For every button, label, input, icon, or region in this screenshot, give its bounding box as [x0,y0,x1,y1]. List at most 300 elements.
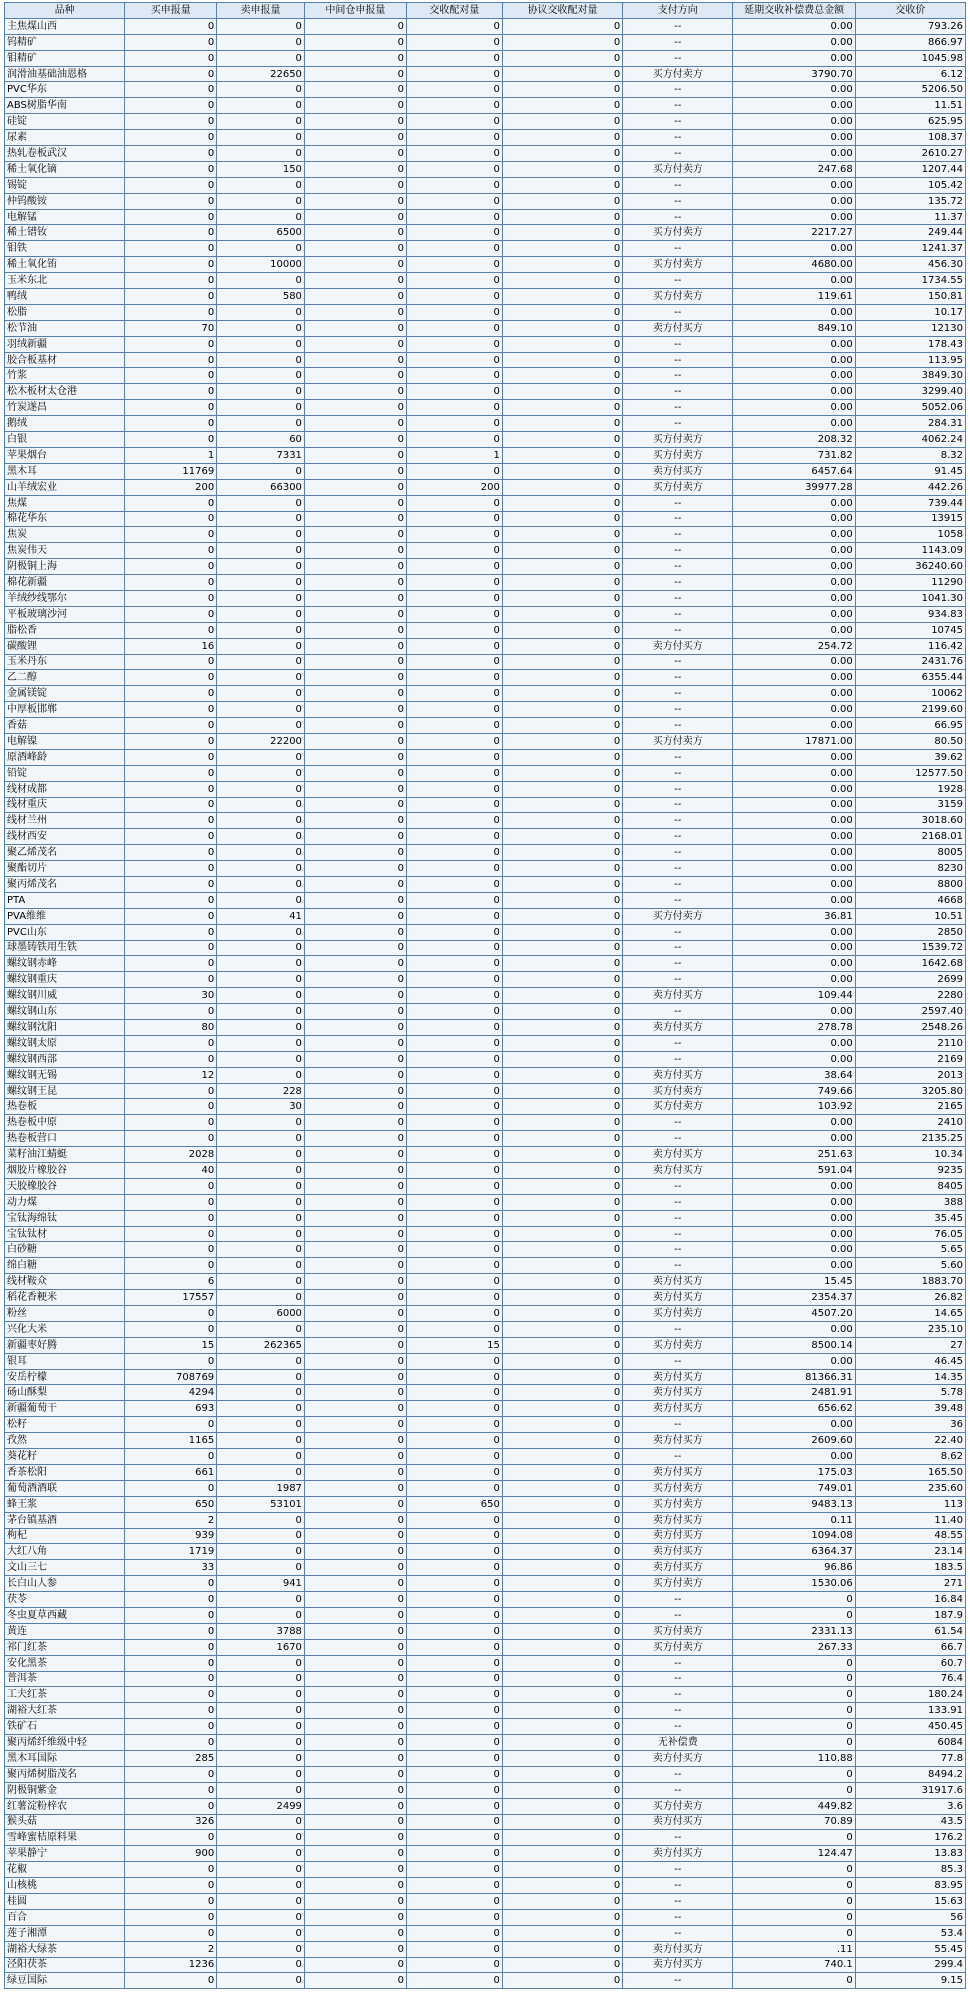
table-row [5,527,966,543]
cell-compensation: 0.00 [733,352,855,368]
table-row [5,432,966,448]
cell-pay-direction: 卖方付买方 [623,988,733,1004]
cell-agreement-qty: 0 [502,1306,622,1322]
cell-agreement-qty: 0 [502,1353,622,1369]
table-row [5,686,966,702]
cell-sell-qty: 0 [217,1592,305,1608]
cell-sell-qty: 60 [217,432,305,448]
cell-sell-qty: 22200 [217,733,305,749]
cell-sell-qty: 0 [217,670,305,686]
cell-sell-qty: 0 [217,765,305,781]
cell-price: 2597.40 [855,1004,965,1020]
cell-match-qty: 0 [406,876,502,892]
cell-mid-qty: 0 [304,1210,406,1226]
cell-buy-qty: 0 [125,606,217,622]
cell-compensation: 0.00 [733,670,855,686]
table-row [5,1163,966,1179]
cell-match-qty: 200 [406,479,502,495]
cell-match-qty: 0 [406,320,502,336]
cell-mid-qty: 0 [304,1337,406,1353]
cell-price: 3.6 [855,1798,965,1814]
cell-sell-qty: 0 [217,1560,305,1576]
cell-variety: 孜然 [5,1433,125,1449]
cell-sell-qty: 0 [217,1385,305,1401]
cell-mid-qty: 0 [304,1147,406,1163]
cell-sell-qty: 0 [217,988,305,1004]
table-row [5,177,966,193]
cell-match-qty: 0 [406,638,502,654]
cell-match-qty: 0 [406,781,502,797]
cell-agreement-qty: 0 [502,1178,622,1194]
cell-pay-direction: -- [623,1035,733,1051]
cell-buy-qty: 12 [125,1067,217,1083]
cell-mid-qty: 0 [304,1719,406,1735]
cell-price: 10.51 [855,908,965,924]
table-row [5,1909,966,1925]
cell-compensation: 0.00 [733,1051,855,1067]
cell-compensation: 0 [733,1862,855,1878]
cell-variety: 苹果静宁 [5,1846,125,1862]
cell-price: 456.30 [855,257,965,273]
cell-pay-direction: 买方付卖方 [623,66,733,82]
cell-price: 284.31 [855,416,965,432]
cell-pay-direction: -- [623,1909,733,1925]
cell-variety: 线材兰州 [5,813,125,829]
cell-buy-qty: 0 [125,384,217,400]
cell-buy-qty: 0 [125,1623,217,1639]
cell-buy-qty: 1236 [125,1957,217,1973]
cell-match-qty: 0 [406,432,502,448]
cell-variety: 胶合板基材 [5,352,125,368]
cell-agreement-qty: 0 [502,1321,622,1337]
cell-agreement-qty: 0 [502,1862,622,1878]
cell-agreement-qty: 0 [502,908,622,924]
cell-match-qty: 0 [406,1035,502,1051]
cell-agreement-qty: 0 [502,18,622,34]
cell-match-qty: 0 [406,765,502,781]
cell-compensation: 0.00 [733,590,855,606]
cell-price: 3849.30 [855,368,965,384]
cell-pay-direction: 卖方付买方 [623,1163,733,1179]
cell-buy-qty: 0 [125,225,217,241]
cell-match-qty: 0 [406,495,502,511]
cell-buy-qty: 0 [125,1051,217,1067]
table-row [5,1814,966,1830]
cell-sell-qty: 0 [217,813,305,829]
table-row [5,1671,966,1687]
cell-match-qty: 0 [406,1607,502,1623]
cell-sell-qty: 0 [217,320,305,336]
cell-price: 1143.09 [855,543,965,559]
cell-price: 176.2 [855,1830,965,1846]
cell-buy-qty: 0 [125,1798,217,1814]
cell-agreement-qty: 0 [502,749,622,765]
table-row [5,1083,966,1099]
cell-compensation: 0.00 [733,559,855,575]
cell-sell-qty: 0 [217,1512,305,1528]
cell-pay-direction: 无补偿费 [623,1735,733,1751]
cell-pay-direction: -- [623,1242,733,1258]
cell-mid-qty: 0 [304,670,406,686]
cell-pay-direction: -- [623,1766,733,1782]
cell-mid-qty: 0 [304,845,406,861]
cell-price: 1207.44 [855,161,965,177]
cell-agreement-qty: 0 [502,114,622,130]
cell-pay-direction: -- [623,1782,733,1798]
cell-sell-qty: 0 [217,1401,305,1417]
cell-agreement-qty: 0 [502,559,622,575]
table-row [5,1925,966,1941]
cell-agreement-qty: 0 [502,1464,622,1480]
cell-pay-direction: -- [623,670,733,686]
cell-price: 271 [855,1576,965,1592]
cell-match-qty: 0 [406,400,502,416]
table-row [5,1035,966,1051]
cell-sell-qty: 0 [217,686,305,702]
table-row [5,654,966,670]
cell-match-qty: 0 [406,384,502,400]
cell-price: 2850 [855,924,965,940]
cell-sell-qty: 0 [217,1274,305,1290]
cell-agreement-qty: 0 [502,686,622,702]
cell-pay-direction: 买方付卖方 [623,289,733,305]
cell-match-qty: 0 [406,1290,502,1306]
cell-agreement-qty: 0 [502,1401,622,1417]
cell-compensation: 591.04 [733,1163,855,1179]
table-row [5,1004,966,1020]
cell-sell-qty: 0 [217,718,305,734]
cell-agreement-qty: 0 [502,1369,622,1385]
cell-compensation: 0.00 [733,749,855,765]
cell-mid-qty: 0 [304,209,406,225]
cell-buy-qty: 0 [125,1083,217,1099]
table-row [5,622,966,638]
cell-buy-qty: 2 [125,1941,217,1957]
cell-pay-direction: -- [623,797,733,813]
col-header-compensation: 延期交收补偿费总金额 [733,3,855,19]
cell-compensation: 0.00 [733,876,855,892]
cell-mid-qty: 0 [304,66,406,82]
cell-sell-qty: 0 [217,1719,305,1735]
cell-agreement-qty: 0 [502,1607,622,1623]
cell-pay-direction: -- [623,416,733,432]
cell-agreement-qty: 0 [502,146,622,162]
cell-variety: 硅锭 [5,114,125,130]
cell-agreement-qty: 0 [502,209,622,225]
cell-pay-direction: 卖方付买方 [623,1274,733,1290]
cell-mid-qty: 0 [304,114,406,130]
cell-sell-qty: 0 [217,1258,305,1274]
cell-pay-direction: 买方付卖方 [623,1337,733,1353]
table-row [5,368,966,384]
cell-variety: 松节油 [5,320,125,336]
cell-buy-qty: 0 [125,559,217,575]
cell-match-qty: 0 [406,241,502,257]
cell-buy-qty: 0 [125,765,217,781]
cell-buy-qty: 0 [125,908,217,924]
cell-buy-qty: 0 [125,1735,217,1751]
cell-agreement-qty: 0 [502,861,622,877]
cell-compensation: 0.00 [733,1321,855,1337]
cell-buy-qty: 0 [125,209,217,225]
col-header-pay-direction: 支付方向 [623,3,733,19]
cell-mid-qty: 0 [304,1957,406,1973]
cell-agreement-qty: 0 [502,606,622,622]
cell-price: 793.26 [855,18,965,34]
cell-pay-direction: -- [623,940,733,956]
cell-price: 10062 [855,686,965,702]
cell-pay-direction: -- [623,1592,733,1608]
cell-buy-qty: 40 [125,1163,217,1179]
cell-agreement-qty: 0 [502,1512,622,1528]
cell-mid-qty: 0 [304,686,406,702]
cell-sell-qty: 0 [217,861,305,877]
cell-price: 8405 [855,1178,965,1194]
cell-match-qty: 0 [406,892,502,908]
cell-price: 5052.06 [855,400,965,416]
cell-pay-direction: -- [623,861,733,877]
cell-match-qty: 0 [406,1560,502,1576]
cell-buy-qty: 4294 [125,1385,217,1401]
table-row [5,1782,966,1798]
cell-agreement-qty: 0 [502,34,622,50]
cell-agreement-qty: 0 [502,1766,622,1782]
cell-pay-direction: -- [623,1258,733,1274]
cell-compensation: 0.00 [733,193,855,209]
cell-mid-qty: 0 [304,1528,406,1544]
cell-price: 2110 [855,1035,965,1051]
cell-variety: 阴极铜上海 [5,559,125,575]
cell-variety: 松脂 [5,304,125,320]
cell-agreement-qty: 0 [502,956,622,972]
cell-mid-qty: 0 [304,1782,406,1798]
cell-price: 9.15 [855,1973,965,1989]
cell-compensation: 0.00 [733,543,855,559]
cell-price: 76.05 [855,1226,965,1242]
table-row [5,416,966,432]
cell-buy-qty: 0 [125,161,217,177]
cell-sell-qty: 7331 [217,447,305,463]
cell-mid-qty: 0 [304,1878,406,1894]
cell-buy-qty: 0 [125,241,217,257]
cell-compensation: 0.00 [733,400,855,416]
table-row [5,352,966,368]
cell-buy-qty: 0 [125,1671,217,1687]
cell-agreement-qty: 0 [502,1004,622,1020]
cell-pay-direction: 买方付卖方 [623,161,733,177]
cell-match-qty: 0 [406,1687,502,1703]
cell-variety: 香菇 [5,718,125,734]
cell-mid-qty: 0 [304,289,406,305]
cell-pay-direction: 买方付卖方 [623,1099,733,1115]
cell-price: 625.95 [855,114,965,130]
cell-match-qty: 0 [406,1830,502,1846]
cell-pay-direction: -- [623,146,733,162]
cell-compensation: 731.82 [733,447,855,463]
cell-match-qty: 0 [406,289,502,305]
cell-variety: 猴头菇 [5,1814,125,1830]
cell-match-qty: 0 [406,1274,502,1290]
cell-mid-qty: 0 [304,924,406,940]
cell-variety: 羽绒新疆 [5,336,125,352]
cell-sell-qty: 0 [217,1290,305,1306]
cell-agreement-qty: 0 [502,1147,622,1163]
cell-compensation: 70.89 [733,1814,855,1830]
cell-agreement-qty: 0 [502,177,622,193]
cell-buy-qty: 15 [125,1337,217,1353]
cell-price: 3159 [855,797,965,813]
cell-agreement-qty: 0 [502,575,622,591]
cell-agreement-qty: 0 [502,924,622,940]
cell-buy-qty: 0 [125,1131,217,1147]
cell-price: 80.50 [855,733,965,749]
table-row [5,1258,966,1274]
cell-pay-direction: 卖方付买方 [623,1846,733,1862]
cell-mid-qty: 0 [304,1242,406,1258]
cell-price: 8494.2 [855,1766,965,1782]
cell-match-qty: 0 [406,34,502,50]
cell-mid-qty: 0 [304,1274,406,1290]
cell-price: 13915 [855,511,965,527]
cell-mid-qty: 0 [304,702,406,718]
cell-price: 83.95 [855,1878,965,1894]
cell-variety: 螺纹钢山东 [5,1004,125,1020]
cell-mid-qty: 0 [304,1496,406,1512]
cell-price: 1041.30 [855,590,965,606]
cell-variety: 安化黑茶 [5,1655,125,1671]
cell-compensation: 254.72 [733,638,855,654]
cell-buy-qty: 0 [125,1353,217,1369]
cell-agreement-qty: 0 [502,718,622,734]
cell-sell-qty: 228 [217,1083,305,1099]
cell-match-qty: 0 [406,1846,502,1862]
cell-buy-qty: 939 [125,1528,217,1544]
cell-match-qty: 0 [406,82,502,98]
table-row [5,1417,966,1433]
cell-pay-direction: -- [623,1607,733,1623]
cell-mid-qty: 0 [304,495,406,511]
cell-match-qty: 0 [406,1210,502,1226]
cell-match-qty: 0 [406,1750,502,1766]
cell-agreement-qty: 0 [502,1258,622,1274]
cell-buy-qty: 1719 [125,1544,217,1560]
cell-match-qty: 0 [406,1369,502,1385]
cell-variety: 兴化大米 [5,1321,125,1337]
cell-buy-qty: 661 [125,1464,217,1480]
cell-sell-qty: 0 [217,559,305,575]
cell-sell-qty: 0 [217,956,305,972]
cell-match-qty: 0 [406,66,502,82]
cell-variety: 热卷板中原 [5,1115,125,1131]
cell-sell-qty: 0 [217,1957,305,1973]
table-row [5,972,966,988]
cell-variety: 稀土氧化镝 [5,161,125,177]
cell-variety: 锡锭 [5,177,125,193]
cell-pay-direction: 买方付卖方 [623,479,733,495]
cell-buy-qty: 0 [125,1719,217,1735]
cell-agreement-qty: 0 [502,1163,622,1179]
cell-variety: 铅锭 [5,765,125,781]
cell-pay-direction: -- [623,1893,733,1909]
cell-compensation: 0.00 [733,98,855,114]
table-row [5,495,966,511]
cell-variety: 花椒 [5,1862,125,1878]
cell-buy-qty: 0 [125,1973,217,1989]
cell-variety: 动力煤 [5,1194,125,1210]
cell-sell-qty: 0 [217,1878,305,1894]
cell-match-qty: 0 [406,606,502,622]
cell-price: 2410 [855,1115,965,1131]
cell-pay-direction: -- [623,781,733,797]
cell-mid-qty: 0 [304,1576,406,1592]
table-row [5,892,966,908]
cell-pay-direction: -- [623,972,733,988]
cell-price: 165.50 [855,1464,965,1480]
table-row [5,273,966,289]
cell-sell-qty: 150 [217,161,305,177]
cell-buy-qty: 0 [125,861,217,877]
table-row [5,511,966,527]
cell-variety: 焦煤 [5,495,125,511]
cell-price: 235.60 [855,1480,965,1496]
cell-buy-qty: 17557 [125,1290,217,1306]
cell-variety: 螺纹钢西部 [5,1051,125,1067]
cell-price: 116.42 [855,638,965,654]
cell-agreement-qty: 0 [502,320,622,336]
cell-match-qty: 0 [406,1067,502,1083]
cell-variety: 热卷板 [5,1099,125,1115]
cell-agreement-qty: 0 [502,1576,622,1592]
cell-pay-direction: 买方付卖方 [623,1083,733,1099]
cell-sell-qty: 0 [217,352,305,368]
cell-sell-qty: 0 [217,590,305,606]
cell-sell-qty: 941 [217,1576,305,1592]
cell-price: 85.3 [855,1862,965,1878]
cell-compensation: 0.00 [733,1115,855,1131]
table-row [5,1878,966,1894]
cell-agreement-qty: 0 [502,161,622,177]
table-row [5,559,966,575]
cell-pay-direction: -- [623,1671,733,1687]
cell-pay-direction: -- [623,1878,733,1894]
cell-mid-qty: 0 [304,1433,406,1449]
cell-sell-qty: 0 [217,1369,305,1385]
table-row [5,1449,966,1465]
cell-compensation: 849.10 [733,320,855,336]
table-row [5,1178,966,1194]
cell-match-qty: 0 [406,1671,502,1687]
cell-compensation: 0.00 [733,861,855,877]
cell-sell-qty: 0 [217,368,305,384]
cell-variety: 聚丙烯树脂茂名 [5,1766,125,1782]
cell-compensation: 0.00 [733,177,855,193]
cell-price: 105.42 [855,177,965,193]
cell-match-qty: 0 [406,1639,502,1655]
cell-sell-qty: 0 [217,654,305,670]
cell-agreement-qty: 0 [502,289,622,305]
col-header-sell-qty: 卖申报量 [217,3,305,19]
cell-pay-direction: -- [623,956,733,972]
cell-variety: 铁矿石 [5,1719,125,1735]
table-row [5,34,966,50]
table-row [5,130,966,146]
cell-match-qty: 0 [406,1878,502,1894]
cell-match-qty: 0 [406,1862,502,1878]
cell-pay-direction: 卖方付买方 [623,1957,733,1973]
table-row [5,765,966,781]
cell-price: 6.12 [855,66,965,82]
cell-buy-qty: 0 [125,1782,217,1798]
